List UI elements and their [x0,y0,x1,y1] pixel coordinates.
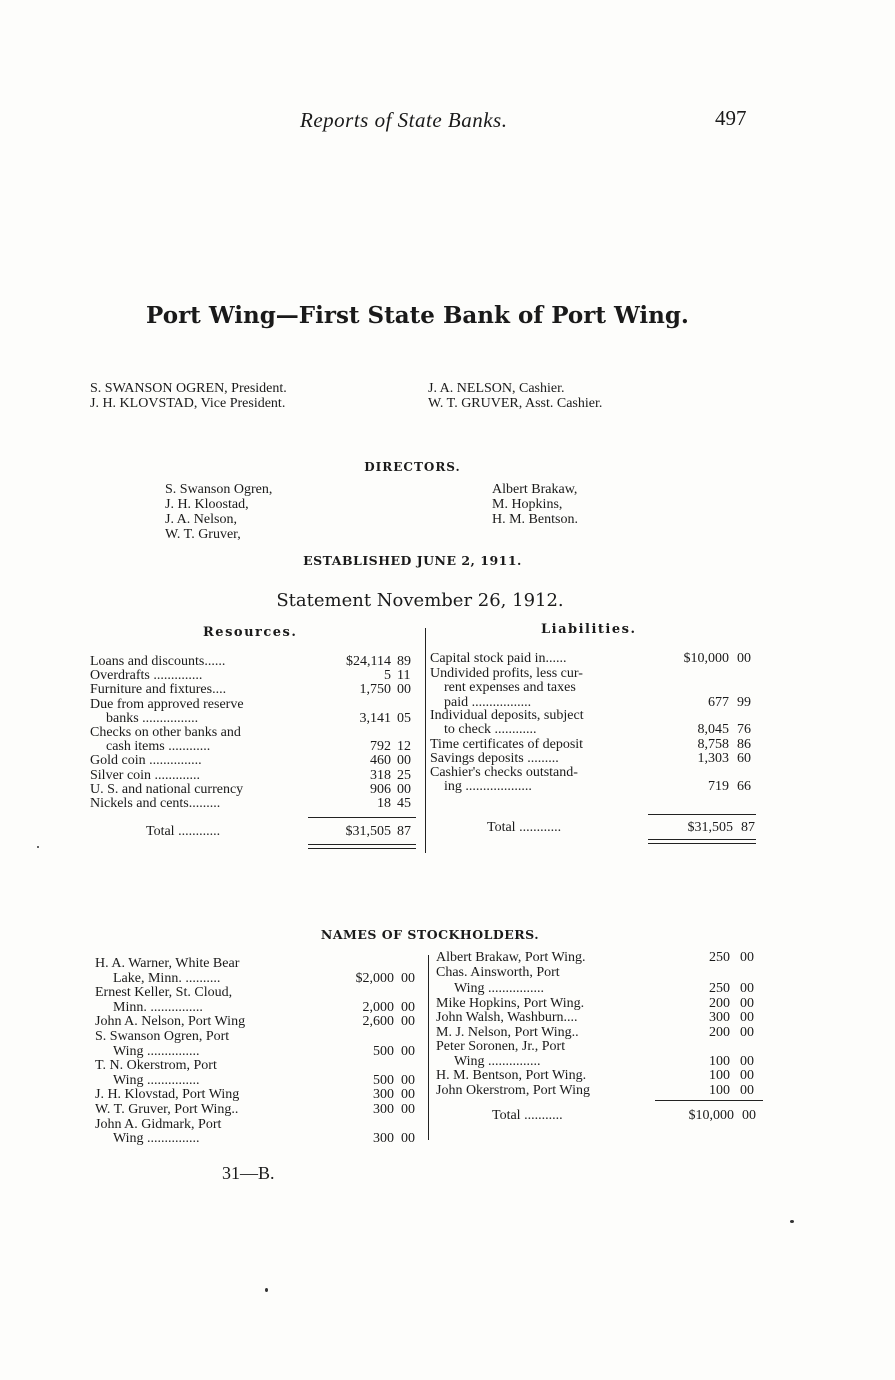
row-dollars: 18 [377,796,391,811]
scan-speck [37,846,39,848]
row-label: Mike Hopkins, Port Wing. [436,995,585,1011]
row-label: John A. Gidmark, Port [95,1116,222,1132]
row-dollars: 500 [373,1043,394,1059]
director-name: S. Swanson Ogren, [165,482,273,497]
row-dollars: 100 [709,1053,730,1069]
row-label: Wing ............... [113,1043,200,1059]
officers-right [428,381,602,411]
row-cents: 11 [397,668,411,684]
row-label: Nickels and cents......... [90,796,221,811]
row-cents: 00 [397,781,411,797]
row-label: H. A. Warner, White Bear [95,956,240,971]
resources-heading: Resources. [203,625,298,640]
row-label: Checks on other banks and [90,725,241,740]
directors-left [165,482,272,542]
stockholders-sum-rule [655,1100,763,1101]
row-dollars: $10,000 [688,1108,734,1123]
row-cents: 89 [397,654,411,669]
row-label: Capital stock paid in...... [430,651,567,666]
row-dollars: 300 [373,1102,394,1117]
page-number: 497 [715,106,747,130]
row-dollars: 8,758 [697,736,729,752]
row-cents: 00 [401,970,415,986]
stockholders-column-divider [428,955,429,1140]
row-cents: 00 [740,1053,754,1069]
established-date: ESTABLISHED JUNE 2, 1911. [303,553,522,568]
officer-line: J. A. NELSON, Cashier. [428,381,565,396]
row-label: Wing ............... [113,1131,200,1147]
officer-line: J. H. KLOVSTAD, Vice President. [90,396,286,411]
row-label: Furniture and fixtures.... [90,682,227,698]
row-cents: 00 [742,1108,756,1123]
row-label: Time certificates of deposit [430,736,584,752]
row-label: Total ........... [492,1108,563,1123]
row-dollars: 460 [370,753,391,769]
row-label: Due from approved reserve [90,696,244,712]
row-cents: 60 [737,751,751,766]
row-dollars: $24,114 [346,654,391,669]
liabilities-total-rule-1 [648,839,756,840]
row-dollars: $10,000 [683,651,729,666]
row-label: Wing ................ [454,981,545,996]
officer-line: W. T. GRUVER, Asst. Cashier. [428,396,603,411]
row-cents: 00 [737,651,751,666]
row-dollars: 8,045 [697,722,729,737]
row-cents: 00 [401,1072,415,1088]
row-label: ing ................... [444,779,532,794]
row-dollars: 906 [370,781,391,797]
directors-heading: DIRECTORS. [364,460,461,474]
resources-sum-rule [308,817,416,818]
row-label: Savings deposits ......... [430,751,559,766]
row-cents: 05 [397,710,411,726]
row-label: S. Swanson Ogren, Port [95,1029,230,1044]
director-name: J. A. Nelson, [165,512,237,527]
row-dollars: 3,141 [359,710,391,726]
row-label: Silver coin ............. [90,767,201,783]
statement-title: Statement November 26, 1912. [276,590,564,611]
row-dollars: $31,505 [345,824,391,839]
row-label: Lake, Minn. .......... [113,970,221,986]
row-dollars: 500 [373,1072,394,1088]
row-cents: 00 [401,1043,415,1059]
row-dollars: 200 [709,995,730,1011]
stockholders-heading: NAMES OF STOCKHOLDERS. [320,927,540,942]
director-name: W. T. Gruver, [165,527,241,542]
row-label: rent expenses and taxes [444,680,576,695]
row-label: Undivided profits, less cur- [430,665,583,681]
signature-mark: 31—B. [222,1163,275,1183]
liabilities-total-rule-2 [648,843,756,844]
row-cents: 00 [740,995,754,1011]
row-label: Peter Soronen, Jr., Port [436,1039,566,1054]
resources-total-rule-2 [308,848,416,849]
row-cents: 00 [397,753,411,769]
row-label: U. S. and national currency [90,781,244,797]
row-label: Individual deposits, subject [430,708,584,723]
row-dollars: 318 [370,767,391,783]
row-label: Albert Brakaw, Port Wing. [436,950,586,965]
scan-speck [265,1288,268,1292]
row-label: cash items ............ [106,739,211,755]
director-name: H. M. Bentson. [492,512,578,527]
row-label: T. N. Okerstrom, Port [95,1058,217,1074]
row-label: Wing ............... [113,1072,200,1088]
row-cents: 00 [397,682,411,698]
row-cents: 87 [741,820,755,835]
row-cents: 86 [737,736,751,752]
director-name: Albert Brakaw, [492,482,578,497]
row-label: banks ................ [106,710,199,726]
row-label: Minn. ............... [113,999,203,1015]
row-cents: 00 [401,1014,415,1030]
row-dollars: 300 [373,1087,394,1103]
row-cents: 00 [740,981,754,996]
row-dollars: 2,600 [362,1014,394,1030]
row-cents: 00 [401,999,415,1015]
officer-line: S. SWANSON OGREN, President. [90,381,287,396]
row-dollars: 100 [709,1082,730,1098]
liabilities-heading: Liabilities. [541,622,637,637]
row-label: Loans and discounts...... [90,654,226,669]
row-label: Cashier's checks outstand- [430,765,578,780]
row-dollars: 250 [709,950,730,965]
scan-speck [790,1220,794,1223]
row-cents: 45 [397,796,411,811]
row-dollars: 100 [709,1068,730,1083]
resources-total-rule-1 [308,844,416,845]
row-dollars: 719 [708,779,729,794]
row-dollars: 1,750 [359,682,391,698]
row-cents: 00 [401,1131,415,1147]
liabilities-sum-rule [648,814,756,815]
row-cents: 00 [740,1010,754,1025]
row-label: J. H. Klovstad, Port Wing [95,1087,240,1103]
row-cents: 00 [740,1082,754,1098]
director-name: J. H. Kloostad, [165,497,249,512]
row-dollars: 300 [373,1131,394,1147]
row-label: Overdrafts .............. [90,668,203,684]
row-label: Gold coin ............... [90,753,202,769]
row-dollars: 250 [709,981,730,996]
row-label: M. J. Nelson, Port Wing.. [436,1024,579,1040]
row-cents: 12 [397,739,411,755]
row-dollars: $2,000 [355,970,394,986]
row-dollars: 2,000 [362,999,394,1015]
row-cents: 00 [740,950,754,965]
row-label: Ernest Keller, St. Cloud, [95,985,233,1001]
running-title: Reports of State Banks. [300,108,508,132]
row-label: H. M. Bentson, Port Wing. [436,1068,587,1083]
row-cents: 76 [737,722,751,737]
row-cents: 99 [737,694,751,710]
row-label: paid ................. [444,694,532,710]
row-label: Total ............ [146,824,221,839]
row-dollars: $31,505 [687,820,733,835]
row-label: John Okerstrom, Port Wing [436,1082,590,1098]
row-label: Chas. Ainsworth, Port [436,964,560,980]
row-label: Wing ............... [454,1053,541,1069]
row-dollars: 5 [384,668,391,684]
row-dollars: 300 [709,1010,730,1025]
row-cents: 25 [397,767,411,783]
row-label: to check ............ [444,722,537,737]
row-cents: 00 [740,1068,754,1083]
row-dollars: 792 [370,739,391,755]
row-cents: 00 [740,1024,754,1040]
row-cents: 87 [397,824,411,839]
row-label: John Walsh, Washburn.... [436,1010,578,1025]
row-dollars: 1,303 [697,751,729,766]
row-dollars: 200 [709,1024,730,1040]
row-cents: 00 [401,1102,415,1117]
director-name: M. Hopkins, [492,497,563,512]
officers-left [90,381,287,411]
row-label: W. T. Gruver, Port Wing.. [95,1102,239,1117]
bank-title: Port Wing—First State Bank of Port Wing. [146,302,689,329]
directors-right [492,482,578,527]
row-dollars: 677 [708,694,729,710]
row-label: Total ............ [487,820,562,835]
row-cents: 66 [737,779,751,794]
row-label: John A. Nelson, Port Wing [95,1014,246,1030]
row-cents: 00 [401,1087,415,1103]
statement-column-divider [425,628,426,853]
